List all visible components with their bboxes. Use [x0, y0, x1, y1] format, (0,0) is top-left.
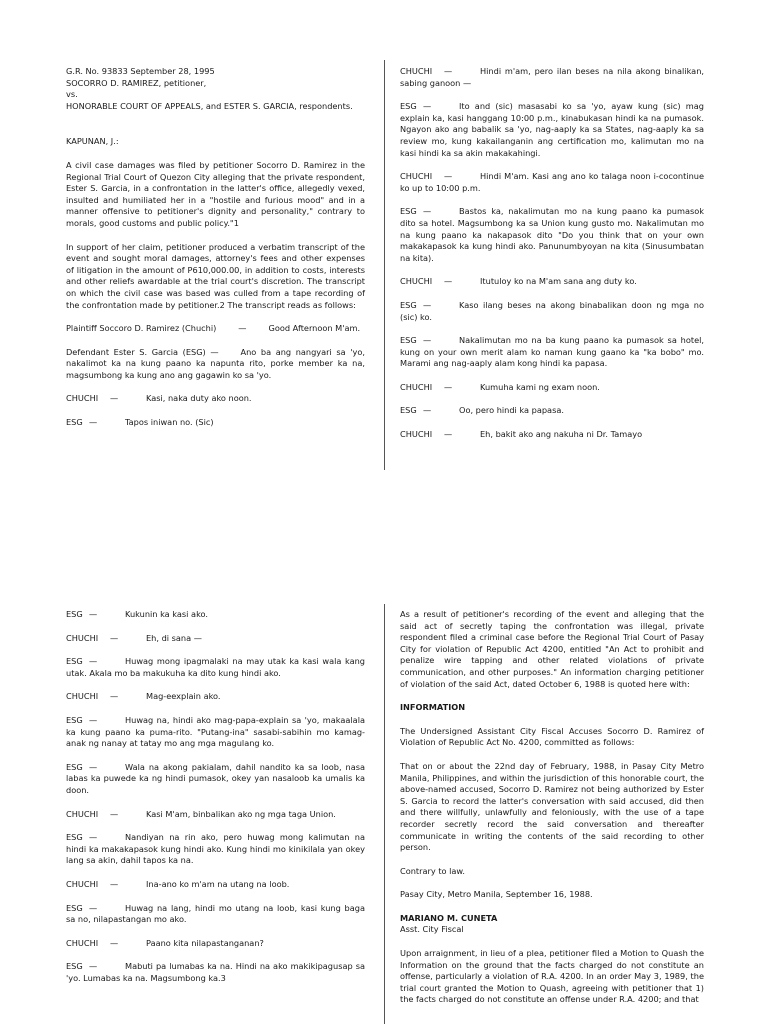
dialogue-line: [400, 66, 704, 89]
speaker: ESG: [400, 101, 417, 112]
dash: —: [210, 346, 219, 357]
dialogue-line: [66, 656, 365, 679]
speaker: CHUCHI: [66, 632, 99, 643]
dash: —: [238, 323, 247, 334]
signature-block: [400, 913, 704, 936]
dialogue-line: [66, 609, 365, 621]
dash: —: [89, 832, 98, 843]
dash: —: [110, 691, 119, 702]
ponente: KAPUNAN, J.:: [66, 136, 119, 147]
column-divider-bottom: [384, 604, 385, 1024]
dash: —: [110, 632, 119, 643]
body-paragraph: Pasay City, Metro Manila, September 16, 1988.: [400, 889, 593, 900]
dialogue-text: Mag-eexplain ako.: [146, 691, 221, 702]
dialogue-line: [400, 405, 704, 417]
dash: —: [423, 299, 432, 310]
speaker: CHUCHI: [400, 429, 433, 440]
speaker: ESG: [66, 761, 83, 772]
intro-paragraph: In support of her claim, petitioner produced a verbatim transcript of the event and sought moral damages, attorney's fees and other expenses of litigation in the amount of P610,000.00, in addition to costs, interests and other reliefs awardable at the trial court's discretion. The transcript on which the civil case was based was culled from a tape recording of the confrontation made by petitioner.2 The transcript reads as follows:: [66, 241, 365, 310]
dialogue-line: [66, 715, 365, 750]
dash: —: [110, 878, 119, 889]
speaker: CHUCHI: [400, 171, 433, 182]
speaker: CHUCHI: [66, 691, 99, 702]
speaker: CHUCHI: [66, 393, 99, 404]
defendant-text: Ano ba ang nangyari sa 'yo, nakalimot ka na kung paano ka napunta rito, porke member ka na, magsumbong ka kung ano ang gagawin ko sa 'yo.: [66, 346, 365, 380]
dash: —: [89, 609, 98, 619]
dialogue-line: [400, 429, 704, 441]
body-paragraph: Upon arraignment, in lieu of a plea, petitioner filed a Motion to Quash the Information on the ground that the facts charged do not constitute an offense, particularly a violation of R.A. 4200. In an order May 3, 1989, the trial court granted the Motion to Quash, agreeing with petitioner that 1) the facts charged do not constitute an offense under R.A. 4200; and that: [400, 948, 704, 1005]
speaker: CHUCHI: [66, 937, 99, 948]
speaker: ESG: [400, 206, 417, 217]
dialogue-text: Mabuti pa lumabas ka na. Hindi na ako makikipagusap sa 'yo. Lumabas ka na. Magsumbong ka.3: [66, 961, 365, 983]
speaker: CHUCHI: [66, 878, 99, 889]
case-vs: vs.: [66, 89, 78, 100]
dialogue-line: [400, 206, 704, 264]
dialogue-text: Kasi, naka duty ako noon.: [146, 393, 252, 404]
speaker: ESG: [400, 299, 417, 310]
dialogue-text: Huwag mong ipagmalaki na may utak ka kasi wala kang utak. Akala mo ba makukuha ka dito kung hindi ako.: [66, 656, 365, 678]
dialogue-text: Huwag na lang, hindi mo utang na loob, kasi kung baga sa no, nilapastangan mo ako.: [66, 902, 365, 925]
dash: —: [89, 961, 98, 972]
dialogue-text: Bastos ka, nakalimutan mo na kung paano ka pumasok dito sa hotel. Magsumbong ka sa Union kung gusto mo. Nakalimutan mo na kung paano ka nakapasok dito "Do you think that on your own makakapasok ka kung hindi ako. Panunumbyoyan na kita (Sinusumbatan na kita).: [400, 206, 704, 263]
column-divider-top: [384, 60, 385, 470]
section-heading: INFORMATION: [400, 702, 466, 713]
dialogue-text: Oo, pero hindi ka papasa.: [459, 405, 564, 416]
dash: —: [444, 276, 453, 287]
dialogue-line: [400, 171, 704, 194]
dialogue-text: Paano kita nilapastanganan?: [146, 937, 264, 948]
dialogue-text: Hindi m'am, pero ilan beses na nila akong binalikan, sabing ganoon —: [400, 66, 704, 88]
dialogue-line: [66, 393, 365, 405]
dialogue-text: Wala na akong pakialam, dahil nandito ka sa loob, nasa labas ka puwede ka ng hindi pumasok, okey yan nasaloob ka umalis ka doon.: [66, 761, 365, 795]
speaker: ESG: [66, 832, 83, 843]
speaker: CHUCHI: [66, 808, 99, 819]
case-respondents: HONORABLE COURT OF APPEALS, and ESTER S. GARCIA, respondents.: [66, 100, 353, 111]
speaker: ESG: [66, 656, 83, 667]
plaintiff-text: Good Afternoon M'am.: [268, 323, 361, 334]
dialogue-text: Kumuha kami ng exam noon.: [480, 381, 600, 392]
signatory-title: Asst. City Fiscal: [400, 924, 464, 935]
dash: —: [89, 714, 98, 725]
speaker: ESG: [66, 902, 83, 913]
dash: —: [444, 381, 453, 392]
dialogue-text: Ito and (sic) masasabi ko sa 'yo, ayaw kung (sic) mag explain ka, kasi hanggang 10:00 p.m., kinabukasan hindi ka na pumasok. Ngayon ako ang babalik sa 'yo, nag-aaply ka sa States, nag-aaply ka sa review mo, kung kakailanganin ang certification mo, kalimutan mo na kasi hindi ka sa akin makakahingi.: [400, 101, 704, 158]
dash: —: [89, 656, 98, 667]
dialogue-line: [66, 809, 365, 821]
dialogue-text: Nakalimutan mo na ba kung paano ka pumasok sa hotel, kung on your own merit alam ko naman kung gaano ka "ka bobo" mo. Marami ang nag-aaply alam kong hindi ka papasa.: [400, 335, 704, 369]
dash: —: [423, 206, 432, 217]
dialogue-line: [400, 101, 704, 159]
bottom-left-column: [66, 609, 365, 996]
dialogue-text: Ina-ano ko m'am na utang na loob.: [146, 878, 290, 889]
dialogue-line: [400, 382, 704, 394]
body-paragraph: The Undersigned Assistant City Fiscal Accuses Socorro D. Ramirez of Violation of Republic Act No. 4200, committed as follows:: [400, 725, 704, 748]
dash: —: [110, 808, 119, 819]
defendant-line: [66, 347, 365, 382]
dialogue-line: [66, 903, 365, 926]
speaker: ESG: [66, 609, 83, 619]
dash: —: [444, 66, 453, 76]
plaintiff-line: [66, 323, 365, 335]
speaker: CHUCHI: [400, 276, 433, 287]
speaker: ESG: [66, 714, 83, 725]
dialogue-line: [66, 832, 365, 867]
case-petitioner: SOCORRO D. RAMIREZ, petitioner,: [66, 77, 207, 88]
speaker: CHUCHI: [400, 66, 433, 76]
dialogue-text: Itutuloy ko na M'am sana ang duty ko.: [480, 276, 637, 287]
dialogue-text: Nandiyan na rin ako, pero huwag mong kalimutan na hindi ka makakapasok kung hindi ako. Kung hindi mo kinikilala yan okey lang sa akin, dahil tapos ka na.: [66, 832, 365, 866]
dialogue-text: Eh, di sana —: [146, 632, 202, 643]
dialogue-text: Kaso ilang beses na akong binabalikan doon ng mga no (sic) ko.: [400, 299, 704, 322]
body-paragraph: Contrary to law.: [400, 865, 465, 876]
dialogue-line: [66, 879, 365, 891]
dash: —: [423, 335, 432, 346]
dialogue-text: Kukunin ka kasi ako.: [125, 609, 208, 619]
signatory-name: MARIANO M. CUNETA: [400, 912, 498, 923]
dash: —: [444, 171, 453, 182]
dialogue-text: Eh, bakit ako ang nakuha ni Dr. Tamayo: [480, 429, 643, 440]
defendant-label: Defendant Ester S. Garcia (ESG): [66, 346, 206, 357]
dialogue-text: Hindi M'am. Kasi ang ano ko talaga noon i-cocontinue ko up to 10:00 p.m.: [400, 171, 704, 193]
speaker: ESG: [66, 417, 83, 428]
dialogue-line: [400, 276, 704, 288]
speaker: CHUCHI: [400, 381, 433, 392]
dialogue-line: [66, 938, 365, 950]
dash: —: [423, 405, 432, 416]
dash: —: [110, 393, 119, 404]
dialogue-line: [66, 762, 365, 797]
dialogue-line: [66, 417, 365, 429]
case-header: [66, 66, 365, 112]
speaker: ESG: [66, 961, 83, 972]
speaker: ESG: [400, 335, 417, 346]
body-paragraph: As a result of petitioner's recording of the event and alleging that the said act of secretly taping the confrontation was illegal, private respondent filed a criminal case before the Regional Trial Court of Pasay City for violation of Republic Act 4200, entitled "An Act to prohibit and penalize wire tapping and other related violations of private communication, and other purposes." An information charging petitioner of violation of the said Act, dated October 6, 1988 is quoted here with:: [400, 609, 704, 689]
dash: —: [89, 761, 98, 772]
dash: —: [423, 101, 432, 112]
dialogue-text: Tapos iniwan no. (Sic): [125, 417, 214, 428]
dialogue-line: [400, 300, 704, 323]
dialogue-block-1: [66, 393, 365, 428]
dash: —: [89, 417, 98, 428]
bottom-right-column: [400, 609, 704, 1018]
dash: —: [110, 937, 119, 948]
dialogue-line: [400, 335, 704, 370]
dash: —: [89, 902, 98, 913]
dialogue-text: Huwag na, hindi ako mag-papa-explain sa 'yo, makaalala ka kung paano ka puma-rito. "Putang-ina" sasabi-sabihin mo kamag-anak ng nanay at tatay mo ang mga magulang ko.: [66, 714, 365, 749]
body-paragraph: That on or about the 22nd day of February, 1988, in Pasay City Metro Manila, Philippines, and within the jurisdiction of this honorable court, the above-named accused, Socorro D. Ramirez not being authorized by Ester S. Garcia to record the latter's conversation with said accused, did then and there willfully, unlawfully and feloniously, with the use of a tape recorder secretly record the said conversation and thereafter communicate in writing the contents of the said recording to other person.: [400, 760, 704, 853]
plaintiff-label: Plaintiff Soccoro D. Ramirez (Chuchi): [66, 323, 217, 334]
top-left-column: [66, 66, 365, 441]
dialogue-line: [66, 633, 365, 645]
dash: —: [444, 429, 453, 440]
dialogue-text: Kasi M'am, binbalikan ako ng mga taga Union.: [146, 808, 336, 819]
speaker: ESG: [400, 405, 417, 416]
dialogue-line: [66, 691, 365, 703]
case-number: G.R. No. 93833 September 28, 1995: [66, 66, 215, 76]
top-right-column: [400, 66, 704, 453]
dialogue-line: [66, 961, 365, 984]
intro-paragraph: A civil case damages was filed by petitioner Socorro D. Ramirez in the Regional Trial Court of Quezon City alleging that the private respondent, Ester S. Garcia, in a confrontation in the latter's office, allegedly vexed, insulted and humiliated her in a "hostile and furious mood" and in a manner offensive to petitioner's dignity and personality," contrary to morals, good customs and public policy."1: [66, 159, 365, 228]
